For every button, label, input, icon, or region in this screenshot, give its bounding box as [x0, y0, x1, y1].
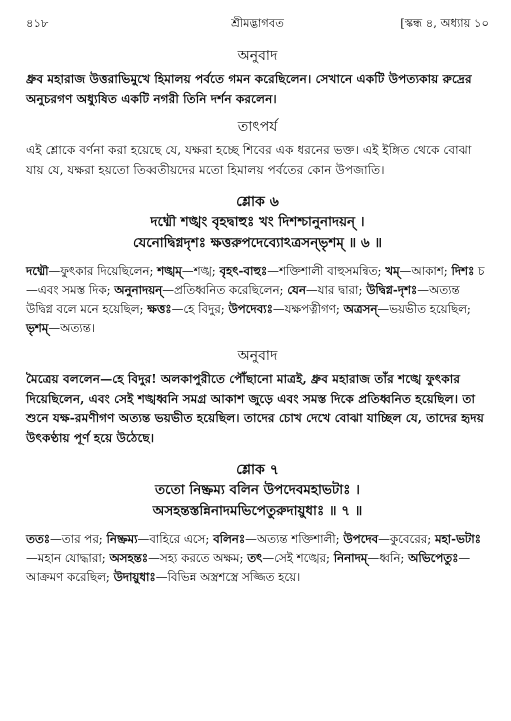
synonym-word: দধ্মৌ: [26, 264, 49, 278]
synonym-meaning: —প্রতিধ্বনিত করেছিলেন;: [162, 283, 288, 297]
verse-7-synonyms: [26, 530, 489, 587]
synonym-word: উদ্বিগ্ন-দৃশঃ: [366, 283, 418, 297]
verse-6-line-1: দধ্মৌ শঙ্খং বৃহদ্বাহুঃ খং দিশশ্চানুনাদয়ন্ ।: [150, 214, 365, 230]
verse-7-title: শ্লোক ৭: [236, 462, 279, 478]
synonym-meaning: —অত্যন্ত শক্তিশালী;: [245, 532, 344, 546]
synonym-meaning: —শঙ্খ;: [181, 264, 220, 278]
verse-7-line-1: ততো নিষ্ক্রম্য বলিন উপদেবমহাভটাঃ ।: [155, 482, 360, 498]
page-header: [26, 0, 489, 38]
synonym-word: উপদেব: [343, 532, 379, 546]
synonym-word: শঙ্খম্: [157, 264, 182, 278]
synonym-meaning: —বিভিন্ন অস্ত্রশস্ত্রে সজ্জিত হয়ে।: [155, 570, 301, 584]
synonym-meaning: —ফুৎকার দিয়েছিলেন;: [48, 264, 158, 278]
synonym-word: বৃহৎ-বাহুঃ: [219, 264, 268, 278]
synonym-word: ক্ষত্তঃ: [147, 302, 172, 316]
verse-7-line-2: অসহন্তস্তন্নিনাদমভিপেতুরুদায়ুধাঃ ॥ ৭ ॥: [152, 503, 363, 519]
verse-6-title: শ্লোক ৬: [236, 194, 279, 210]
synonym-word: উপদেব্যঃ: [228, 302, 273, 316]
synonym-word: যেন: [287, 283, 306, 297]
synonym-word: মহা-ভটাঃ: [434, 532, 481, 546]
synonym-meaning: —ভয়ভীত হয়েছিল;: [377, 302, 471, 316]
synonym-meaning: —ধ্বনি;: [367, 551, 409, 565]
synonym-word: নিনাদম্: [333, 551, 368, 565]
synonym-meaning: —আকাশ;: [399, 264, 452, 278]
purport-text: এই শ্লোকে বর্ণনা করা হয়েছে যে, যক্ষরা হচ্ছে শিবের এক ধরনের ভক্ত। এই ইঙ্গিত থেকে বোঝা যায় যে, যক্ষরা হয়তো তিব্বতীয়দের মতো হিমালয় পর্বতের কোন উপজাতি।: [26, 143, 472, 177]
synonym-meaning: —আক্রমণ করেছিল;: [26, 551, 471, 584]
synonym-word: ততঃ: [26, 532, 50, 546]
synonym-word: দিশঃ: [451, 264, 475, 278]
synonym-meaning: —অত্যন্ত।: [48, 321, 95, 335]
synonym-word: অত্রসন্: [343, 302, 378, 316]
synonym-word: উদায়ুধাঃ: [113, 570, 156, 584]
synonym-meaning: —যক্ষপত্নীগণ;: [272, 302, 344, 316]
synonym-meaning: —হে বিদুর;: [171, 302, 229, 316]
synonym-meaning: —সেই শঙ্খের;: [262, 551, 334, 565]
synonym-meaning: —তার পর;: [50, 532, 107, 546]
translation-heading: অনুবাদ: [237, 348, 278, 364]
synonym-word: খম্: [385, 264, 400, 278]
page-number: ৪১৮: [26, 16, 49, 30]
translation-heading: অনুবাদ: [237, 48, 278, 64]
translation-text: ধ্রুব মহারাজ উত্তরাভিমুখে হিমালয় পর্বতে গমন করেছিলেন। সেখানে একটি উপত্যকায় রুদ্রের অনুচরগণ অধ্যুষিত একটি নগরী তিনি দর্শন করলেন।: [26, 72, 472, 106]
synonym-word: অনুনাদয়ন্: [114, 283, 163, 297]
purport-heading: তাৎপর্য: [237, 119, 278, 135]
synonym-word: অভিপেতুঃ: [408, 551, 459, 565]
verse-6-synonyms: [26, 262, 489, 338]
synonym-meaning: —সহ্য করতে অক্ষম;: [148, 551, 248, 565]
synonym-meaning: —অত্যন্ত উদ্বিগ্ন বলে মনে হয়েছিল;: [26, 283, 460, 316]
synonym-word: ভৃশম্: [26, 321, 49, 335]
synonym-word: অসহন্তঃ: [109, 551, 149, 565]
synonym-meaning: —কুবেরের;: [378, 532, 435, 546]
translation-text: মৈত্রেয় বললেন—হে বিদুর! অলকাপুরীতে পৌঁছানো মাত্রই, ধ্রুব মহারাজ তাঁর শঙ্খে ফুৎকার দিয়েছিলেন, এবং সেই শঙ্খধ্বনি সমগ্র আকাশ জুড়ে এবং সমস্ত দিকে প্রতিধ্বনিত হয়েছিল। তা শুনে যক্ষ-রমণীগণ অত্যন্ত ভয়ভীত হয়েছিল। তাদের চোখ দেখে বোঝা যাচ্ছিল যে, তাদের হৃদয় উৎকণ্ঠায় পূর্ণ হয়ে উঠেছে।: [26, 372, 484, 445]
synonym-meaning: —মহান যোদ্ধারা;: [26, 551, 110, 565]
verse-6-line-2: যেনোদ্বিগ্নদৃশঃ ক্ষত্তরুপদেব্যোঽত্রসন্‌ভৃশম্ ॥ ৬ ॥: [133, 235, 382, 251]
synonym-meaning: —যার দ্বারা;: [305, 283, 367, 297]
synonym-word: তৎ: [247, 551, 263, 565]
synonym-meaning: —বাহিরে এসে;: [137, 532, 214, 546]
synonym-word: বলিনঃ: [213, 532, 246, 546]
book-title: শ্রীমদ্ভাগবত: [231, 16, 284, 30]
chapter-reference: [স্কন্ধ ৪, অধ্যায় ১০: [400, 16, 489, 30]
synonym-meaning: চ—এবং সমস্ত দিক;: [26, 264, 485, 297]
synonym-word: নিষ্ক্রম্য: [106, 532, 138, 546]
synonym-meaning: —শক্তিশালী বাহুসমন্বিত;: [267, 264, 386, 278]
